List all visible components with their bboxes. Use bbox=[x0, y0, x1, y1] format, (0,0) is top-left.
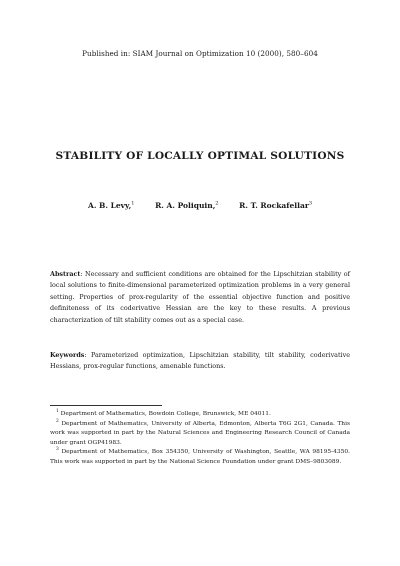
footnote-text: Department of Mathematics, Box 354350, University of Washington, Seattle, WA 98195-4350. This work was supported in part by the National Science Foundation under grant DMS–9803089. bbox=[50, 449, 350, 465]
footnotes bbox=[50, 410, 350, 468]
footnote-rule bbox=[50, 405, 162, 406]
footnote-text: Department of Mathematics, University of Alberta, Edmonton, Alberta T6G 2G1, Canada. This work was supported in part by the Natural Sciences and Engineering Research Council of Canada under grant OGP41983. bbox=[50, 420, 351, 446]
author bbox=[239, 201, 312, 210]
keywords-label: Keywords bbox=[50, 351, 85, 359]
footnote-mark: 1 bbox=[131, 200, 135, 207]
publication-note: Published in: SIAM Journal on Optimization 10 (2000), 580–604 bbox=[82, 49, 318, 58]
paper-title: STABILITY OF LOCALLY OPTIMAL SOLUTIONS bbox=[55, 150, 345, 162]
author bbox=[155, 201, 218, 210]
footnote-text: Department of Mathematics, Bowdoin College, Brunswick, ME 04011. bbox=[60, 411, 271, 417]
footnote-mark: 3 bbox=[56, 447, 59, 453]
abstract bbox=[50, 269, 350, 326]
keywords-text: : Parameterized optimization, Lipschitzian stability, tilt stability, coderivative Hessians, prox-regular functions, amenable functions. bbox=[50, 351, 350, 371]
author-name: R. T. Rockafellar bbox=[239, 201, 309, 210]
footnote bbox=[50, 410, 350, 420]
author-name: A. B. Levy, bbox=[88, 201, 132, 210]
keywords bbox=[50, 350, 350, 373]
author bbox=[88, 201, 134, 210]
author-list bbox=[0, 201, 400, 210]
footnote-mark: 1 bbox=[56, 409, 59, 415]
footnote-mark: 3 bbox=[308, 200, 312, 207]
abstract-label: Abstract bbox=[50, 270, 81, 278]
author-name: R. A. Poliquin, bbox=[155, 201, 216, 210]
footnote bbox=[50, 420, 350, 449]
abstract-text: : Necessary and sufficient conditions are obtained for the Lipschitzian stability of local solutions to finite-dimensional parameterized optimization problems in a very general setting. Properties of prox-regularity of the essential objective function and positive definiteness of its coderivative Hessian are the key to these results. A previous characterization of tilt stability comes out as a special case. bbox=[50, 270, 350, 324]
footnote bbox=[50, 448, 350, 467]
footnote-mark: 2 bbox=[56, 418, 59, 424]
footnote-mark: 2 bbox=[215, 200, 219, 207]
